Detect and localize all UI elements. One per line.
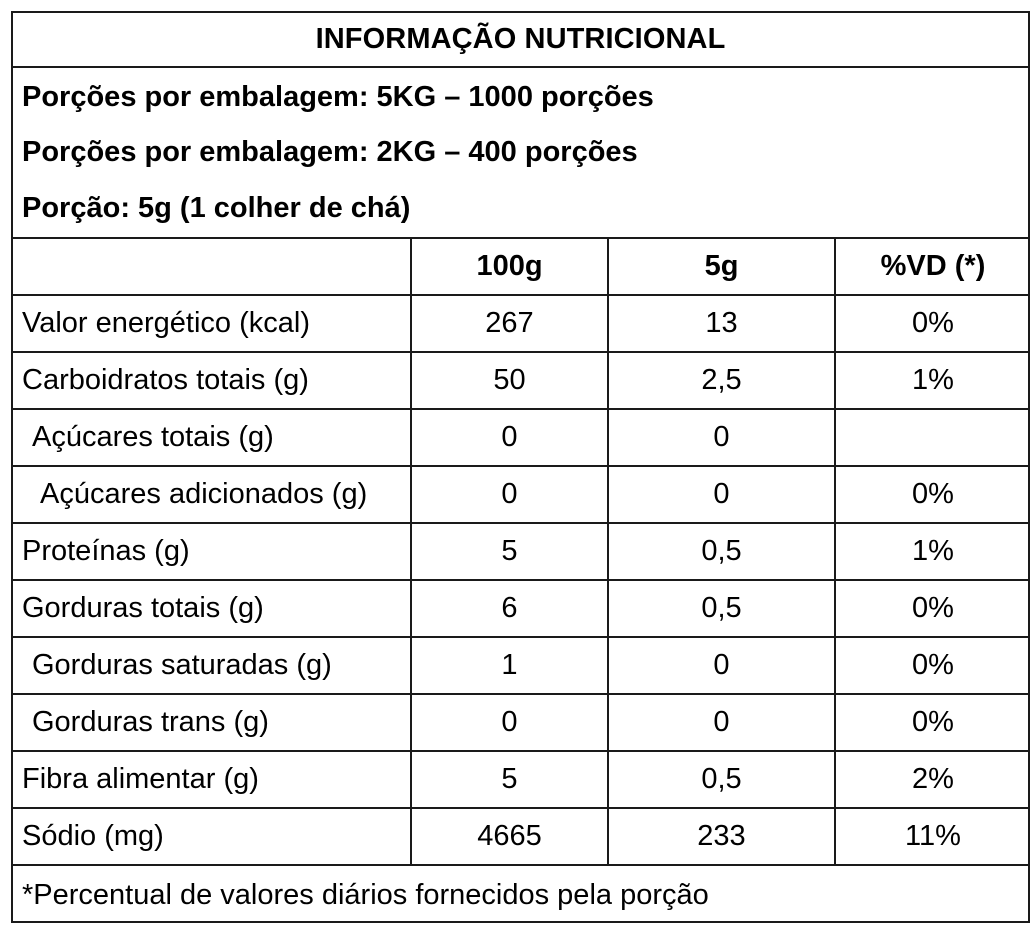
nutrient-name: Gorduras saturadas (g) bbox=[32, 649, 332, 681]
value-100g: 5 bbox=[410, 524, 607, 579]
table-row bbox=[13, 353, 1028, 410]
value-100g: 6 bbox=[410, 581, 607, 636]
value-5g: 233 bbox=[607, 809, 834, 864]
nutrient-name: Açúcares totais (g) bbox=[32, 421, 274, 453]
table-row bbox=[13, 467, 1028, 524]
table-title: INFORMAÇÃO NUTRICIONAL bbox=[13, 13, 1028, 68]
value-vd: 0% bbox=[834, 695, 1030, 750]
table-header-row bbox=[13, 239, 1028, 296]
table-row bbox=[13, 524, 1028, 581]
value-100g: 1 bbox=[410, 638, 607, 693]
value-vd: 2% bbox=[834, 752, 1030, 807]
value-5g: 13 bbox=[607, 296, 834, 351]
value-vd: 11% bbox=[834, 809, 1030, 864]
nutrient-name: Fibra alimentar (g) bbox=[22, 763, 259, 795]
value-5g: 0,5 bbox=[607, 752, 834, 807]
table-row bbox=[13, 752, 1028, 809]
nutrient-name: Gorduras trans (g) bbox=[32, 706, 269, 738]
header-100g: 100g bbox=[410, 239, 607, 294]
value-vd: 1% bbox=[834, 524, 1030, 579]
header-vd: %VD (*) bbox=[834, 239, 1030, 294]
nutrient-name: Gorduras totais (g) bbox=[22, 592, 264, 624]
value-100g: 4665 bbox=[410, 809, 607, 864]
table-row bbox=[13, 695, 1028, 752]
portion-size: Porção: 5g (1 colher de chá) bbox=[22, 192, 411, 224]
value-100g: 50 bbox=[410, 353, 607, 408]
table-row bbox=[13, 809, 1028, 866]
value-vd bbox=[834, 410, 1030, 465]
nutrient-name: Sódio (mg) bbox=[22, 820, 164, 852]
footnote: *Percentual de valores diários fornecidos pela porção bbox=[22, 879, 709, 911]
nutrient-name: Carboidratos totais (g) bbox=[22, 364, 309, 396]
value-5g: 0,5 bbox=[607, 524, 834, 579]
table-row bbox=[13, 638, 1028, 695]
nutrient-grid bbox=[13, 239, 1028, 868]
value-vd: 0% bbox=[834, 296, 1030, 351]
value-5g: 2,5 bbox=[607, 353, 834, 408]
portion-line-2kg: Porções por embalagem: 2KG – 400 porções bbox=[22, 136, 638, 168]
nutrient-name: Açúcares adicionados (g) bbox=[40, 478, 368, 510]
value-100g: 0 bbox=[410, 467, 607, 522]
table-row bbox=[13, 581, 1028, 638]
value-vd: 0% bbox=[834, 467, 1030, 522]
portion-line-5kg: Porções por embalagem: 5KG – 1000 porções bbox=[22, 81, 654, 113]
value-5g: 0 bbox=[607, 695, 834, 750]
value-5g: 0 bbox=[607, 467, 834, 522]
nutrient-name: Valor energético (kcal) bbox=[22, 307, 310, 339]
value-vd: 1% bbox=[834, 353, 1030, 408]
header-nutrient bbox=[13, 239, 410, 294]
value-100g: 267 bbox=[410, 296, 607, 351]
value-5g: 0 bbox=[607, 410, 834, 465]
nutrition-facts-table bbox=[11, 11, 1030, 923]
header-5g: 5g bbox=[607, 239, 834, 294]
value-100g: 5 bbox=[410, 752, 607, 807]
value-vd: 0% bbox=[834, 581, 1030, 636]
value-5g: 0 bbox=[607, 638, 834, 693]
value-100g: 0 bbox=[410, 695, 607, 750]
value-5g: 0,5 bbox=[607, 581, 834, 636]
table-row bbox=[13, 296, 1028, 353]
nutrient-name: Proteínas (g) bbox=[22, 535, 190, 567]
value-100g: 0 bbox=[410, 410, 607, 465]
table-row bbox=[13, 410, 1028, 467]
value-vd: 0% bbox=[834, 638, 1030, 693]
portion-info bbox=[13, 68, 1028, 239]
